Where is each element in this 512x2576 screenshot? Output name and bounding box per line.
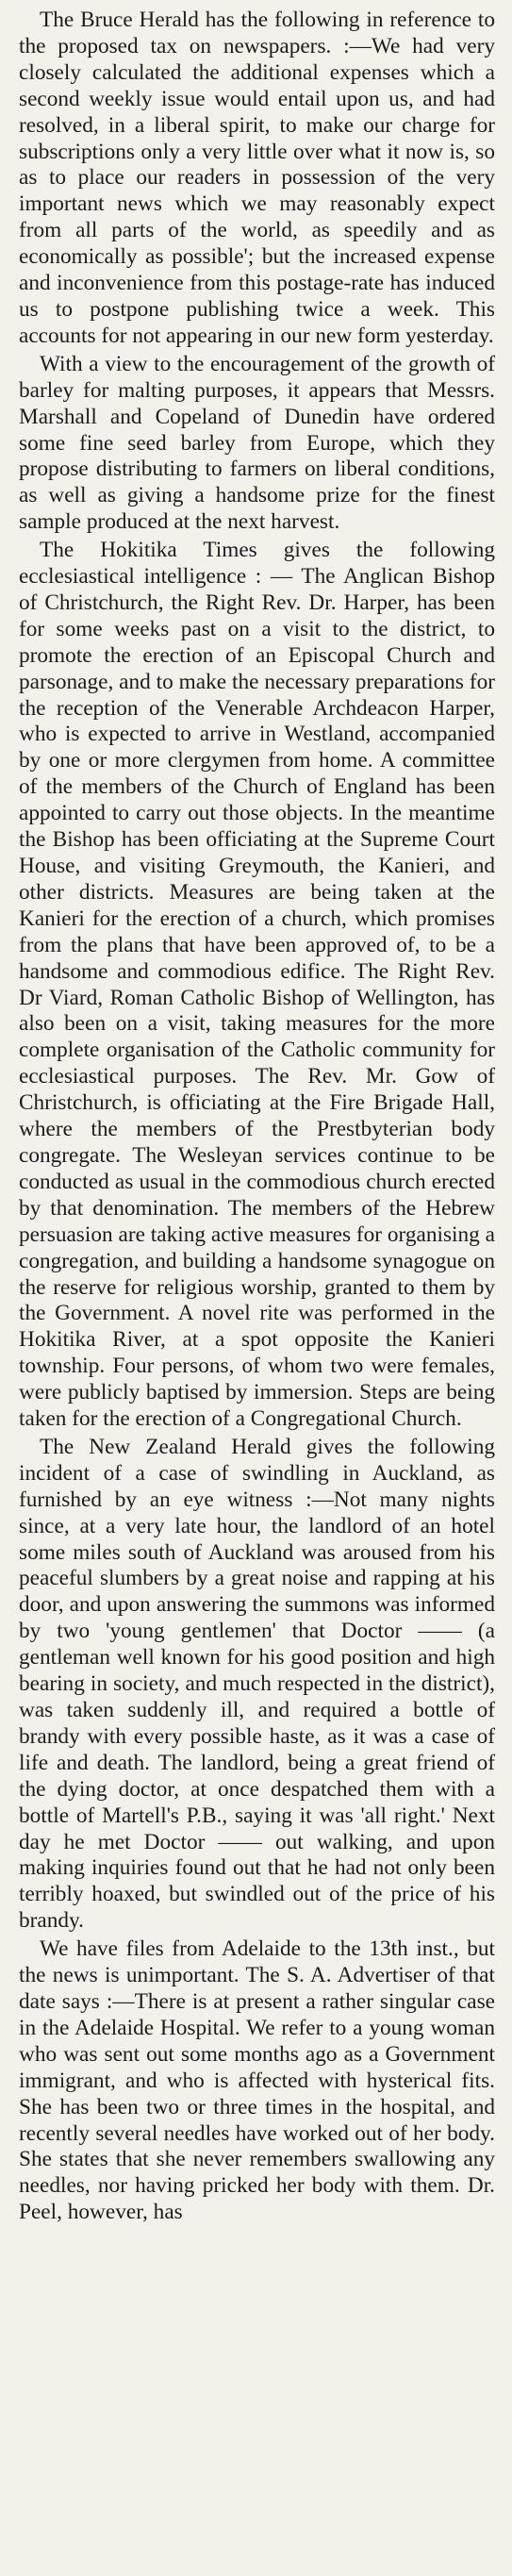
paragraph-newspaper-tax: The Bruce Herald has the following in reference to the proposed tax on newspapers. :—We had very closely calculated the additional expenses which a second weekly issue would entail upon us, and had resolved, in a liberal spirit, to make our charge for subscriptions only a very little over what it now is, so as to place our readers in possession of the very important news which we may reasonably expect from all parts of the world, as speedily and as economically as possible'; but the increased expense and inconvenience from this postage-rate has induced us to postpone publishing twice a week. This accounts for not appearing in our new form yesterday. [19, 8, 495, 348]
paragraph-auckland-swindle: The New Zealand Herald gives the following incident of a case of swindling in Auckland, as furnished by an eye witness :—Not many nights since, at a very late hour, the landlord of an hotel some miles south of Auckland was aroused from his peaceful slumbers by a great noise and rapping at his door, and upon answering the summons was informed by two 'young gentlemen' that Doctor —— (a gentleman well known for his good position and high bearing in society, and much respected in the district), was taken suddenly ill, and required a bottle of brandy with every possible haste, as it was a case of life and death. The landlord, being a great friend of the dying doctor, at once despatched them with a bottle of Martell's P.B., saying it was 'all right.' Next day he met Doctor —— out walking, and upon making inquiries found out that he had not only been terribly hoaxed, but swindled out of the price of his brandy. [19, 1434, 495, 1934]
paragraph-adelaide-news: We have files from Adelaide to the 13th inst., but the news is unimportant. The S. A. Advertiser of that date says :—There is at present a rather singular case in the Adelaide Hospital. We refer to a young woman who was sent out some months ago as a Government immigrant, and who is affected with hysterical fits. She has been two or three times in the hospital, and recently several needles have worked out of her body. She states that she never remembers swallowing any needles, nor having pricked her body with them. Dr. Peel, however, has [19, 1936, 495, 2225]
paragraph-barley-seed: With a view to the encouragement of the growth of barley for malting purposes, it appears that Messrs. Marshall and Copeland of Dunedin have ordered some fine seed barley from Europe, which they propose distributing to farmers on liberal conditions, as well as giving a handsome prize for the finest sample produced at the next harvest. [19, 351, 495, 535]
paragraph-ecclesiastical-intelligence: The Hokitika Times gives the following ecclesiastical intelligence : — The Anglican Bishop of Christchurch, the Right Rev. Dr. Harper, has been for some weeks past on a visit to the district, to promote the erection of an Episcopal Church and parsonage, and to make the necessary preparations for the reception of the Venerable Archdeacon Harper, who is expected to arrive in Westland, accompanied by one or more clergymen from home. A committee of the members of the Church of England has been appointed to carry out those objects. In the meantime the Bishop has been officiating at the Supreme Court House, and visiting Greymouth, the Kanieri, and other districts. Measures are being taken at the Kanieri for the erection of a church, which promises from the plans that have been approved of, to be a handsome and commodious edifice. The Right Rev. Dr Viard, Roman Catholic Bishop of Wellington, has also been on a visit, taking measures for the more complete organisation of the Catholic community for ecclesiastical purposes. The Rev. Mr. Gow of Christchurch, is officiating at the Fire Brigade Hall, where the members of the Prestbyterian body congregate. The Wesleyan services continue to be conducted as usual in the commodious church erected by that denomination. The members of the Hebrew persuasion are taking active measures for organising a congregation, and building a handsome synagogue on the reserve for religious worship, granted to them by the Government. A novel rite was performed in the Hokitika River, at a spot opposite the Kanieri township. Four persons, of whom two were females, were publicly baptised by immersion. Steps are being taken for the erection of a Congregational Church. [19, 538, 495, 1432]
